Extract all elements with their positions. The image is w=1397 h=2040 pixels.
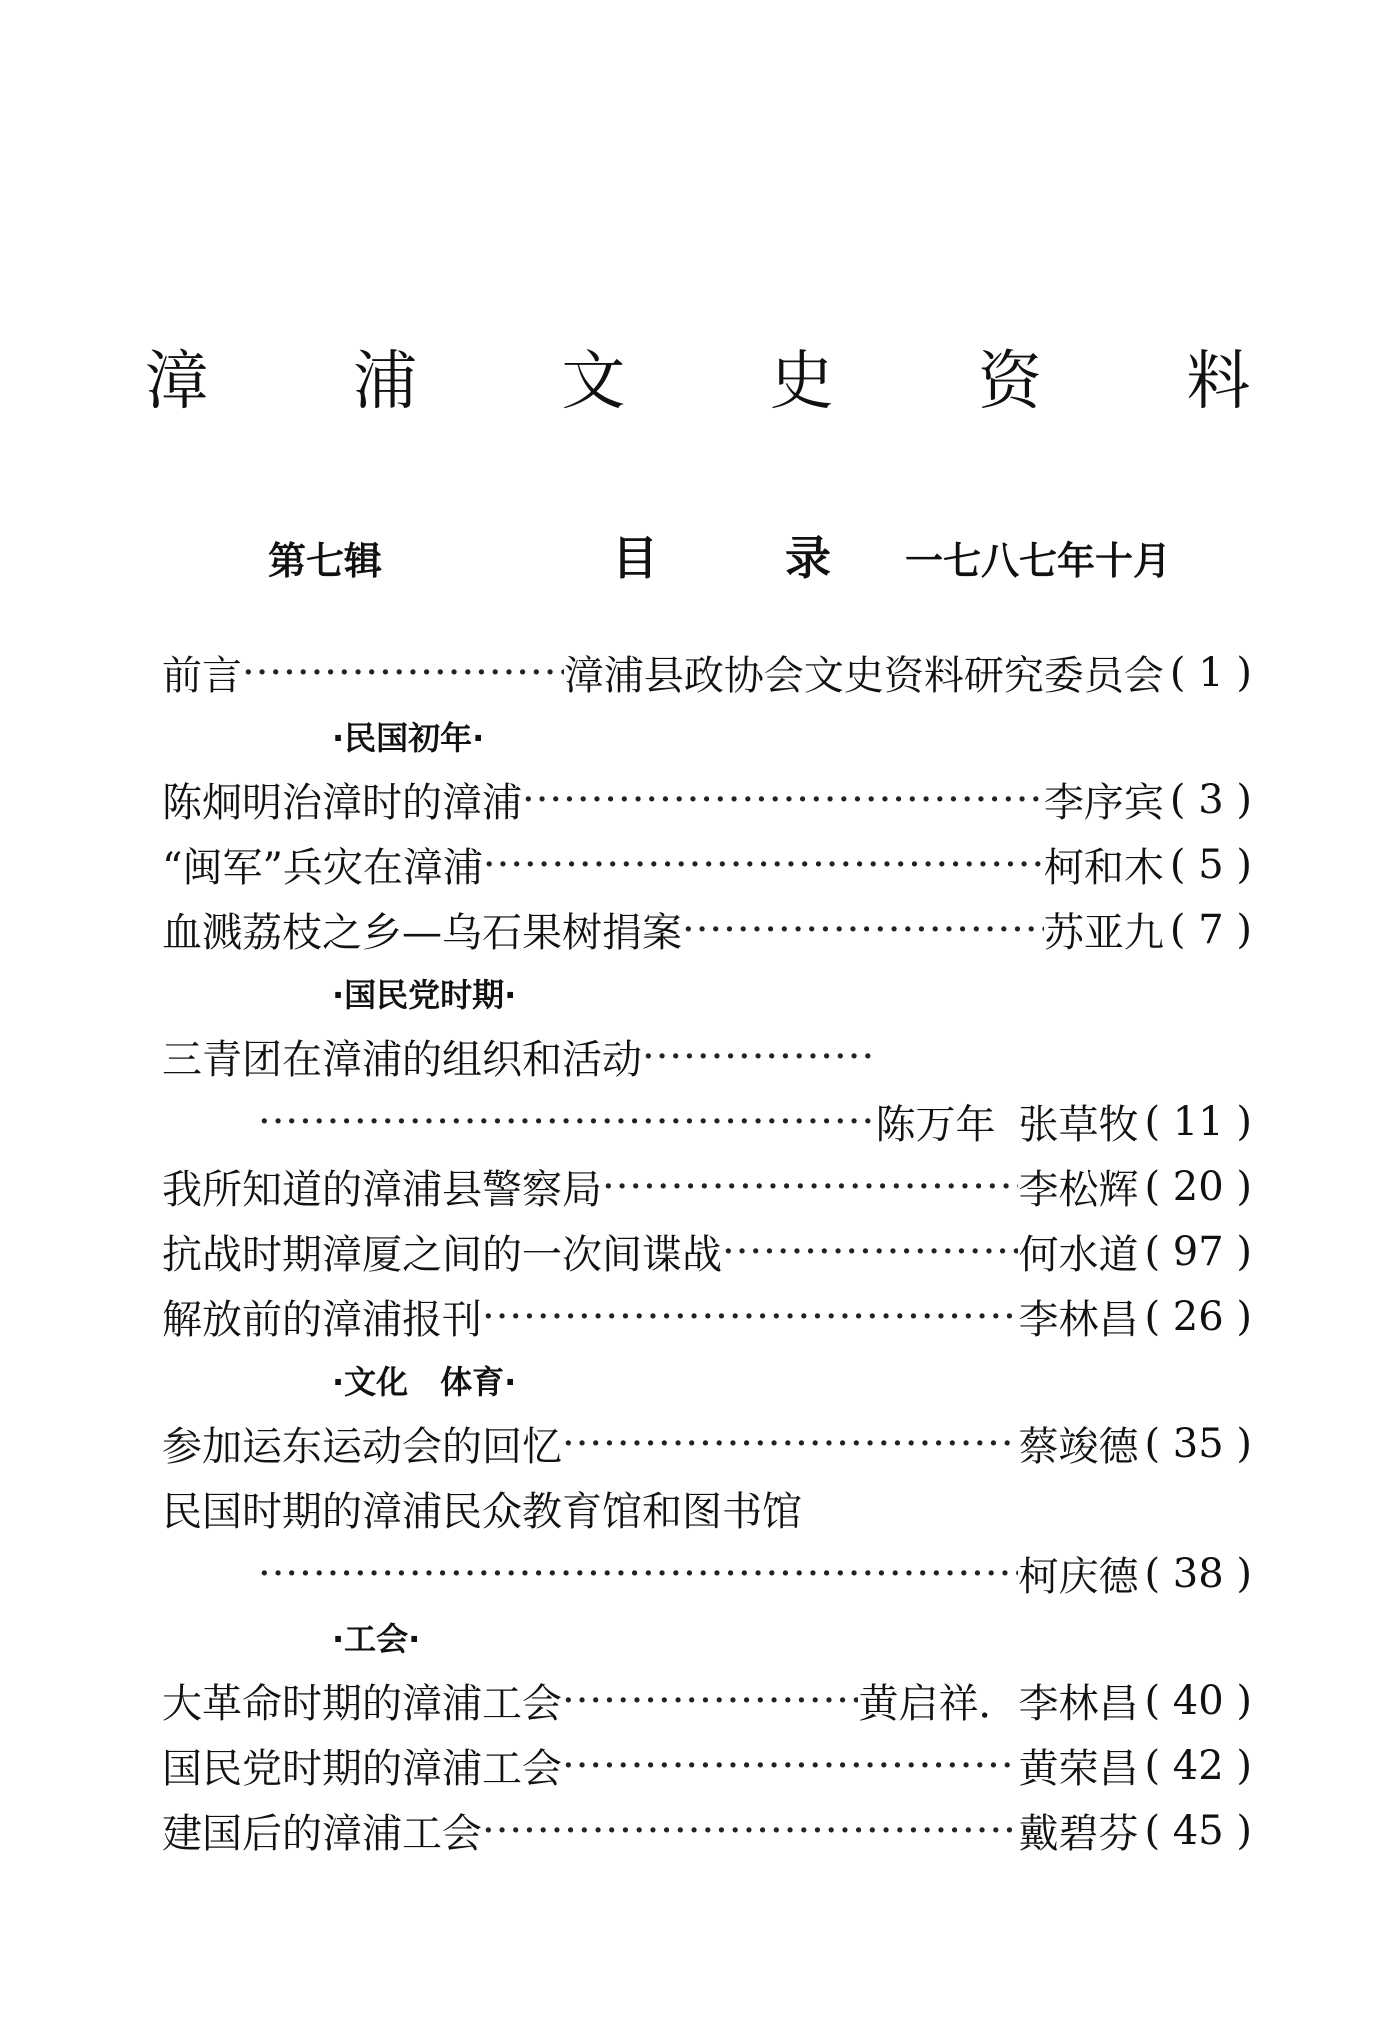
entry-author: 黄启祥．李林昌 (858, 1681, 1139, 1727)
entry-title: 三青团在漳浦的组织和活动 (162, 1037, 642, 1083)
issue-number: 第七辑 (268, 539, 383, 583)
entry-title: 前言 (162, 653, 242, 699)
leader-dots (722, 1229, 1018, 1275)
table-of-contents (162, 640, 1252, 1863)
leader-dots (682, 907, 1044, 953)
entry-title: 陈炯明治漳时的漳浦 (162, 780, 522, 826)
page-title: 漳 浦 文 史 资 料 (144, 345, 1313, 419)
entry-page: ( 42 ) (1144, 1742, 1252, 1789)
toc-heading-mu: 目 (612, 531, 658, 585)
entry-title: 解放前的漳浦报刊 (162, 1297, 482, 1343)
toc-entry (162, 1024, 1252, 1089)
leader-dots (562, 1743, 1018, 1789)
section-heading: ·工会· (332, 1620, 421, 1658)
section-heading: ·民国初年· (332, 719, 485, 757)
toc-entry (162, 1284, 1252, 1349)
leader-dots (242, 650, 564, 696)
leader-dots (562, 1421, 1018, 1467)
leader-dots (482, 1808, 1018, 1854)
leader-dots (602, 1164, 1018, 1210)
leader-dots (483, 842, 1044, 888)
toc-entry (162, 767, 1252, 832)
toc-entry (162, 1798, 1252, 1863)
entry-title: 抗战时期漳厦之间的一次间谍战 (162, 1232, 722, 1278)
entry-author: 蔡竣德 (1018, 1424, 1139, 1470)
entry-author: 李序宾 (1043, 780, 1164, 826)
entry-title: 血溅荔枝之乡—乌石果树捐案 (162, 910, 682, 956)
toc-entry (162, 1219, 1252, 1284)
entry-author: 何水道 (1018, 1232, 1139, 1278)
entry-title: 建国后的漳浦工会 (162, 1811, 482, 1857)
entry-author: 柯庆德 (1018, 1554, 1139, 1600)
entry-title: 参加运东运动会的回忆 (162, 1424, 562, 1470)
entry-page: ( 3 ) (1169, 776, 1252, 823)
entry-page: ( 5 ) (1169, 841, 1252, 888)
toc-entry (162, 640, 1252, 705)
entry-author: 柯和木 (1043, 845, 1164, 891)
entry-title: 民国时期的漳浦民众教育馆和图书馆 (162, 1489, 802, 1535)
toc-heading-lu: 录 (785, 531, 831, 585)
entry-author: 张草牧 (1018, 1102, 1139, 1148)
entry-author: 黄荣昌 (1018, 1746, 1139, 1792)
leader-dots (522, 777, 1044, 823)
entry-author: 漳浦县政协会文史资料研究委员会 (563, 653, 1164, 699)
toc-entry (162, 1668, 1252, 1733)
entry-page: ( 40 ) (1144, 1677, 1252, 1724)
entry-title: 我所知道的漳浦县警察局 (162, 1167, 602, 1213)
entry-page: ( 35 ) (1144, 1420, 1252, 1467)
leader-dots (258, 1551, 1018, 1597)
entry-page: ( 20 ) (1144, 1163, 1252, 1210)
toc-entry (162, 832, 1252, 897)
entry-title: 大革命时期的漳浦工会 (162, 1681, 562, 1727)
leader-dots (482, 1294, 1018, 1340)
toc-entry (162, 1476, 1252, 1541)
entry-author: 陈万年 (875, 1102, 996, 1148)
section-heading: ·国民党时期· (332, 976, 517, 1014)
entry-author: 戴碧芬 (1018, 1811, 1139, 1857)
toc-entry-continued (162, 1541, 1252, 1606)
toc-entry-continued (162, 1089, 1252, 1154)
entry-page: ( 11 ) (1144, 1098, 1252, 1145)
entry-author: 李松辉 (1018, 1167, 1139, 1213)
entry-title: 国民党时期的漳浦工会 (162, 1746, 562, 1792)
toc-entry (162, 1154, 1252, 1219)
toc-entry (162, 1733, 1252, 1798)
leader-dots (642, 1034, 872, 1080)
entry-author: 李林昌 (1018, 1297, 1139, 1343)
entry-page: ( 26 ) (1144, 1293, 1252, 1340)
entry-page: ( 97 ) (1144, 1228, 1252, 1275)
toc-entry (162, 1411, 1252, 1476)
publication-date: 一七八七年十月 (905, 539, 1172, 583)
entry-author: 苏亚九 (1043, 910, 1164, 956)
leader-dots (562, 1678, 858, 1724)
entry-page: ( 7 ) (1169, 906, 1252, 953)
section-heading: ·文化 体育· (332, 1363, 517, 1401)
toc-entry (162, 897, 1252, 962)
entry-page: ( 45 ) (1144, 1807, 1252, 1854)
leader-dots (258, 1099, 875, 1145)
entry-title: “闽军”兵灾在漳浦 (162, 845, 483, 891)
entry-page: ( 1 ) (1169, 649, 1252, 696)
entry-page: ( 38 ) (1144, 1550, 1252, 1597)
